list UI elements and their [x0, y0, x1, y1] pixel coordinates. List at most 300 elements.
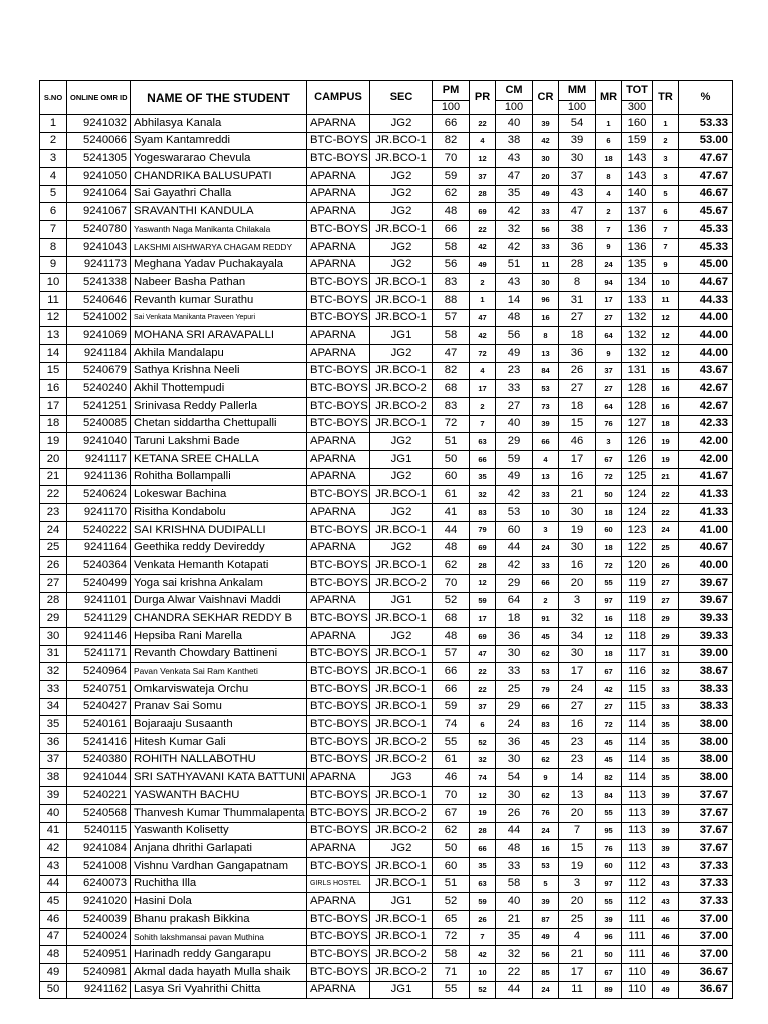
- cell-percent: 40.67: [679, 539, 733, 557]
- cell-pr: 63: [470, 433, 496, 451]
- table-body: [40, 115, 733, 999]
- cell-percent: 38.00: [679, 769, 733, 787]
- table-row: [40, 981, 733, 999]
- cell-sec: JR.BCO-1: [370, 857, 433, 875]
- cell-cr: 62: [533, 751, 559, 769]
- cell-pm: 67: [433, 804, 470, 822]
- cell-pr: 47: [470, 645, 496, 663]
- cell-pm: 72: [433, 928, 470, 946]
- cell-tr: 2: [653, 132, 679, 150]
- cell-sno: 50: [40, 981, 67, 999]
- cell-mm: 31: [559, 291, 596, 309]
- cell-pr: 19: [470, 804, 496, 822]
- table-row: [40, 468, 733, 486]
- cell-percent: 41.67: [679, 468, 733, 486]
- cell-mr: 7: [596, 221, 622, 239]
- cell-mm: 16: [559, 557, 596, 575]
- cell-student-name: Abhilasya Kanala: [131, 115, 307, 133]
- cell-percent: 47.67: [679, 150, 733, 168]
- cell-percent: 38.00: [679, 734, 733, 752]
- cell-student-name: Akmal dada hayath Mulla shaik: [131, 964, 307, 982]
- cell-mm: 46: [559, 433, 596, 451]
- cell-cm: 24: [496, 716, 533, 734]
- cell-student-name: Rohitha Bollampalli: [131, 468, 307, 486]
- cell-pr: 17: [470, 610, 496, 628]
- cell-percent: 37.00: [679, 946, 733, 964]
- cell-student-name: CHANDRA SEKHAR REDDY B: [131, 610, 307, 628]
- cell-student-name: Srinivasa Reddy Pallerla: [131, 398, 307, 416]
- cell-cr: 33: [533, 203, 559, 221]
- cell-tr: 33: [653, 698, 679, 716]
- cell-sec: JG2: [370, 468, 433, 486]
- cell-omr-id: 5240161: [67, 716, 131, 734]
- cell-campus: BTC-BOYS: [307, 716, 370, 734]
- cell-mr: 76: [596, 840, 622, 858]
- cell-campus: APARNA: [307, 539, 370, 557]
- cell-percent: 53.00: [679, 132, 733, 150]
- cell-pr: 83: [470, 504, 496, 522]
- cell-cr: 56: [533, 221, 559, 239]
- cell-pr: 1: [470, 291, 496, 309]
- table-row: [40, 698, 733, 716]
- cell-student-name: Hitesh Kumar Gali: [131, 734, 307, 752]
- cell-student-name: CHANDRIKA BALUSUPATI: [131, 168, 307, 186]
- table-row: [40, 327, 733, 345]
- cell-mm: 16: [559, 716, 596, 734]
- cell-student-name: Omkarviswateja Orchu: [131, 681, 307, 699]
- cell-student-name: SAI KRISHNA DUDIPALLI: [131, 521, 307, 539]
- cell-student-name: ROHITH NALLABOTHU: [131, 751, 307, 769]
- cell-sno: 13: [40, 327, 67, 345]
- cell-campus: BTC-BOYS: [307, 928, 370, 946]
- header-tr: TR: [653, 81, 679, 115]
- cell-cm: 48: [496, 309, 533, 327]
- cell-mr: 27: [596, 309, 622, 327]
- cell-sec: JR.BCO-1: [370, 486, 433, 504]
- cell-cm: 32: [496, 946, 533, 964]
- cell-pm: 52: [433, 893, 470, 911]
- cell-cm: 44: [496, 822, 533, 840]
- cell-student-name: Bhanu prakash Bikkina: [131, 910, 307, 928]
- cell-student-name: KETANA SREE CHALLA: [131, 451, 307, 469]
- cell-tr: 25: [653, 539, 679, 557]
- cell-sno: 40: [40, 804, 67, 822]
- cell-tot: 114: [622, 751, 653, 769]
- cell-percent: 44.00: [679, 327, 733, 345]
- cell-mr: 4: [596, 185, 622, 203]
- cell-student-name: Revanth kumar Surathu: [131, 291, 307, 309]
- cell-tot: 132: [622, 327, 653, 345]
- cell-pm: 48: [433, 539, 470, 557]
- cell-percent: 39.33: [679, 627, 733, 645]
- cell-sec: JG1: [370, 451, 433, 469]
- table-row: [40, 840, 733, 858]
- cell-student-name: Harinadh reddy Gangarapu: [131, 946, 307, 964]
- cell-mm: 15: [559, 415, 596, 433]
- cell-campus: BTC-BOYS: [307, 415, 370, 433]
- cell-sno: 9: [40, 256, 67, 274]
- cell-pm: 51: [433, 875, 470, 893]
- cell-sno: 14: [40, 344, 67, 362]
- cell-cm: 54: [496, 769, 533, 787]
- cell-pm: 82: [433, 132, 470, 150]
- cell-tr: 49: [653, 981, 679, 999]
- cell-sno: 8: [40, 238, 67, 256]
- cell-pr: 79: [470, 521, 496, 539]
- cell-sec: JG2: [370, 185, 433, 203]
- cell-pr: 74: [470, 769, 496, 787]
- cell-percent: 38.67: [679, 663, 733, 681]
- cell-student-name: Risitha Kondabolu: [131, 504, 307, 522]
- cell-omr-id: 5240981: [67, 964, 131, 982]
- cell-pm: 48: [433, 203, 470, 221]
- table-row: [40, 592, 733, 610]
- cell-pm: 70: [433, 787, 470, 805]
- cell-pr: 42: [470, 238, 496, 256]
- cell-omr-id: 5240066: [67, 132, 131, 150]
- cell-cm: 26: [496, 804, 533, 822]
- cell-pm: 41: [433, 504, 470, 522]
- cell-sec: JR.BCO-1: [370, 928, 433, 946]
- cell-cm: 42: [496, 557, 533, 575]
- cell-mm: 20: [559, 574, 596, 592]
- cell-tr: 35: [653, 716, 679, 734]
- cell-pr: 22: [470, 221, 496, 239]
- cell-pr: 6: [470, 716, 496, 734]
- cell-pm: 70: [433, 574, 470, 592]
- cell-cm: 38: [496, 132, 533, 150]
- cell-sno: 30: [40, 627, 67, 645]
- cell-cm: 35: [496, 928, 533, 946]
- cell-mr: 39: [596, 910, 622, 928]
- cell-mr: 67: [596, 663, 622, 681]
- cell-sec: JR.BCO-1: [370, 681, 433, 699]
- cell-cm: 36: [496, 734, 533, 752]
- cell-pr: 4: [470, 132, 496, 150]
- cell-pm: 59: [433, 698, 470, 716]
- cell-sec: JG2: [370, 539, 433, 557]
- cell-campus: APARNA: [307, 504, 370, 522]
- cell-mr: 84: [596, 787, 622, 805]
- cell-mm: 18: [559, 398, 596, 416]
- cell-student-name: SRI SATHYAVANI KATA BATTUNI: [131, 769, 307, 787]
- cell-tr: 43: [653, 875, 679, 893]
- cell-cr: 8: [533, 327, 559, 345]
- cell-student-name: Bojaraaju Susaanth: [131, 716, 307, 734]
- cell-cm: 27: [496, 398, 533, 416]
- cell-tot: 115: [622, 681, 653, 699]
- cell-omr-id: 5240085: [67, 415, 131, 433]
- cell-tot: 120: [622, 557, 653, 575]
- cell-percent: 37.67: [679, 822, 733, 840]
- cell-sec: JR.BCO-1: [370, 610, 433, 628]
- cell-campus: APARNA: [307, 627, 370, 645]
- cell-tot: 110: [622, 964, 653, 982]
- cell-cr: 79: [533, 681, 559, 699]
- cell-sno: 6: [40, 203, 67, 221]
- cell-mr: 17: [596, 291, 622, 309]
- cell-mm: 30: [559, 539, 596, 557]
- table-row: [40, 893, 733, 911]
- cell-percent: 36.67: [679, 964, 733, 982]
- cell-pm: 57: [433, 309, 470, 327]
- cell-tot: 127: [622, 415, 653, 433]
- cell-pr: 12: [470, 574, 496, 592]
- table-row: [40, 168, 733, 186]
- cell-pr: 66: [470, 840, 496, 858]
- cell-tot: 143: [622, 150, 653, 168]
- cell-tr: 46: [653, 910, 679, 928]
- cell-mm: 23: [559, 751, 596, 769]
- cell-pm: 61: [433, 751, 470, 769]
- table-row: [40, 716, 733, 734]
- cell-pm: 50: [433, 840, 470, 858]
- cell-cm: 29: [496, 433, 533, 451]
- cell-tr: 15: [653, 362, 679, 380]
- cell-mm: 27: [559, 309, 596, 327]
- cell-pm: 74: [433, 716, 470, 734]
- cell-pm: 70: [433, 150, 470, 168]
- cell-cr: 53: [533, 857, 559, 875]
- cell-tot: 111: [622, 910, 653, 928]
- cell-pm: 52: [433, 592, 470, 610]
- cell-tr: 16: [653, 398, 679, 416]
- cell-tot: 122: [622, 539, 653, 557]
- cell-student-name: Yaswanth Naga Manikanta Chilakala: [131, 221, 307, 239]
- cell-pr: 47: [470, 309, 496, 327]
- cell-omr-id: 9241064: [67, 185, 131, 203]
- cell-sno: 41: [40, 822, 67, 840]
- cell-mr: 60: [596, 857, 622, 875]
- cell-sec: JG3: [370, 769, 433, 787]
- cell-mr: 27: [596, 698, 622, 716]
- table-row: [40, 291, 733, 309]
- cell-campus: BTC-BOYS: [307, 751, 370, 769]
- cell-cm: 51: [496, 256, 533, 274]
- cell-omr-id: 5241305: [67, 150, 131, 168]
- cell-sno: 4: [40, 168, 67, 186]
- cell-cm: 40: [496, 893, 533, 911]
- cell-pr: 49: [470, 256, 496, 274]
- table-row: [40, 344, 733, 362]
- cell-sec: JR.BCO-1: [370, 645, 433, 663]
- table-row: [40, 610, 733, 628]
- cell-sec: JR.BCO-1: [370, 362, 433, 380]
- cell-sec: JR.BCO-1: [370, 698, 433, 716]
- cell-cr: 5: [533, 875, 559, 893]
- cell-tot: 111: [622, 946, 653, 964]
- cell-omr-id: 6240073: [67, 875, 131, 893]
- cell-percent: 41.00: [679, 521, 733, 539]
- cell-omr-id: 5240115: [67, 822, 131, 840]
- cell-cm: 30: [496, 645, 533, 663]
- cell-sno: 39: [40, 787, 67, 805]
- cell-student-name: Vishnu Vardhan Gangapatnam: [131, 857, 307, 875]
- cell-omr-id: 9241136: [67, 468, 131, 486]
- cell-sno: 35: [40, 716, 67, 734]
- cell-cr: 66: [533, 433, 559, 451]
- cell-sec: JR.BCO-1: [370, 875, 433, 893]
- cell-mm: 17: [559, 964, 596, 982]
- cell-mm: 30: [559, 150, 596, 168]
- cell-sno: 27: [40, 574, 67, 592]
- cell-sec: JR.BCO-1: [370, 415, 433, 433]
- table-row: [40, 663, 733, 681]
- cell-percent: 42.33: [679, 415, 733, 433]
- cell-student-name: Taruni Lakshmi Bade: [131, 433, 307, 451]
- cell-student-name: Lokeswar Bachina: [131, 486, 307, 504]
- cell-percent: 47.67: [679, 168, 733, 186]
- cell-pr: 17: [470, 380, 496, 398]
- cell-sno: 28: [40, 592, 67, 610]
- cell-omr-id: 5240240: [67, 380, 131, 398]
- cell-mr: 37: [596, 362, 622, 380]
- cell-student-name: Pavan Venkata Sai Ram Kantheti: [131, 663, 307, 681]
- cell-tr: 5: [653, 185, 679, 203]
- cell-mr: 50: [596, 486, 622, 504]
- cell-mm: 19: [559, 521, 596, 539]
- cell-sec: JR.BCO-1: [370, 663, 433, 681]
- cell-cm: 53: [496, 504, 533, 522]
- cell-sno: 32: [40, 663, 67, 681]
- header-pm: PM: [433, 81, 470, 101]
- cell-percent: 37.00: [679, 928, 733, 946]
- table-row: [40, 150, 733, 168]
- cell-campus: BTC-BOYS: [307, 610, 370, 628]
- cell-sno: 43: [40, 857, 67, 875]
- cell-cr: 13: [533, 468, 559, 486]
- cell-percent: 38.33: [679, 681, 733, 699]
- cell-cr: 49: [533, 928, 559, 946]
- cell-student-name: Hepsiba Rani Marella: [131, 627, 307, 645]
- cell-pr: 35: [470, 468, 496, 486]
- cell-mr: 95: [596, 822, 622, 840]
- cell-omr-id: 9241067: [67, 203, 131, 221]
- cell-mr: 3: [596, 433, 622, 451]
- cell-mm: 21: [559, 946, 596, 964]
- cell-sno: 44: [40, 875, 67, 893]
- cell-pr: 52: [470, 981, 496, 999]
- cell-tr: 39: [653, 840, 679, 858]
- cell-sec: JR.BCO-1: [370, 132, 433, 150]
- cell-pr: 32: [470, 751, 496, 769]
- cell-sno: 45: [40, 893, 67, 911]
- cell-mr: 18: [596, 539, 622, 557]
- cell-campus: BTC-BOYS: [307, 380, 370, 398]
- cell-pr: 12: [470, 787, 496, 805]
- cell-sno: 42: [40, 840, 67, 858]
- cell-sec: JR.BCO-1: [370, 716, 433, 734]
- cell-cr: 45: [533, 734, 559, 752]
- cell-pm: 56: [433, 256, 470, 274]
- cell-omr-id: 9241162: [67, 981, 131, 999]
- cell-campus: BTC-BOYS: [307, 486, 370, 504]
- cell-cr: 3: [533, 521, 559, 539]
- cell-percent: 40.00: [679, 557, 733, 575]
- cell-student-name: Nabeer Basha Pathan: [131, 274, 307, 292]
- cell-pr: 72: [470, 344, 496, 362]
- cell-mm: 38: [559, 221, 596, 239]
- cell-tot: 113: [622, 822, 653, 840]
- table-row: [40, 132, 733, 150]
- cell-sec: JG1: [370, 893, 433, 911]
- cell-percent: 41.33: [679, 504, 733, 522]
- cell-omr-id: 9241101: [67, 592, 131, 610]
- cell-mr: 97: [596, 875, 622, 893]
- cell-pm: 66: [433, 681, 470, 699]
- cell-tot: 115: [622, 698, 653, 716]
- cell-omr-id: 9241050: [67, 168, 131, 186]
- cell-mr: 1: [596, 115, 622, 133]
- cell-campus: APARNA: [307, 327, 370, 345]
- cell-cr: 85: [533, 964, 559, 982]
- table-row: [40, 964, 733, 982]
- cell-campus: BTC-BOYS: [307, 804, 370, 822]
- cell-cm: 43: [496, 150, 533, 168]
- cell-cm: 18: [496, 610, 533, 628]
- cell-percent: 44.33: [679, 291, 733, 309]
- cell-tot: 119: [622, 592, 653, 610]
- cell-sec: JR.BCO-2: [370, 946, 433, 964]
- cell-pr: 7: [470, 415, 496, 433]
- cell-tr: 32: [653, 663, 679, 681]
- cell-mr: 96: [596, 928, 622, 946]
- table-row: [40, 787, 733, 805]
- cell-pm: 55: [433, 981, 470, 999]
- cell-percent: 45.67: [679, 203, 733, 221]
- cell-mr: 55: [596, 804, 622, 822]
- cell-omr-id: 5241002: [67, 309, 131, 327]
- cell-tot: 110: [622, 981, 653, 999]
- cell-campus: BTC-BOYS: [307, 734, 370, 752]
- cell-mm: 3: [559, 592, 596, 610]
- cell-tot: 126: [622, 433, 653, 451]
- cell-percent: 42.67: [679, 398, 733, 416]
- cell-tr: 29: [653, 627, 679, 645]
- cell-tot: 113: [622, 787, 653, 805]
- cell-pr: 12: [470, 150, 496, 168]
- table-row: [40, 221, 733, 239]
- cell-cm: 29: [496, 698, 533, 716]
- cell-omr-id: 5241338: [67, 274, 131, 292]
- cell-mr: 9: [596, 238, 622, 256]
- cell-tr: 12: [653, 327, 679, 345]
- cell-campus: APARNA: [307, 840, 370, 858]
- cell-omr-id: 9241020: [67, 893, 131, 911]
- cell-student-name: Sohith lakshmansai pavan Muthina: [131, 928, 307, 946]
- cell-mm: 18: [559, 327, 596, 345]
- cell-pm: 72: [433, 415, 470, 433]
- cell-tr: 22: [653, 504, 679, 522]
- cell-mr: 72: [596, 557, 622, 575]
- cell-pm: 83: [433, 274, 470, 292]
- cell-omr-id: 9241184: [67, 344, 131, 362]
- cell-sno: 24: [40, 521, 67, 539]
- cell-percent: 37.67: [679, 804, 733, 822]
- cell-percent: 42.00: [679, 433, 733, 451]
- cell-tr: 11: [653, 291, 679, 309]
- cell-percent: 46.67: [679, 185, 733, 203]
- cell-percent: 42.00: [679, 451, 733, 469]
- cell-mr: 55: [596, 574, 622, 592]
- cell-percent: 37.67: [679, 787, 733, 805]
- cell-mm: 54: [559, 115, 596, 133]
- cell-tr: 35: [653, 751, 679, 769]
- cell-mr: 18: [596, 645, 622, 663]
- cell-mr: 72: [596, 468, 622, 486]
- cell-student-name: Meghana Yadav Puchakayala: [131, 256, 307, 274]
- cell-cm: 23: [496, 362, 533, 380]
